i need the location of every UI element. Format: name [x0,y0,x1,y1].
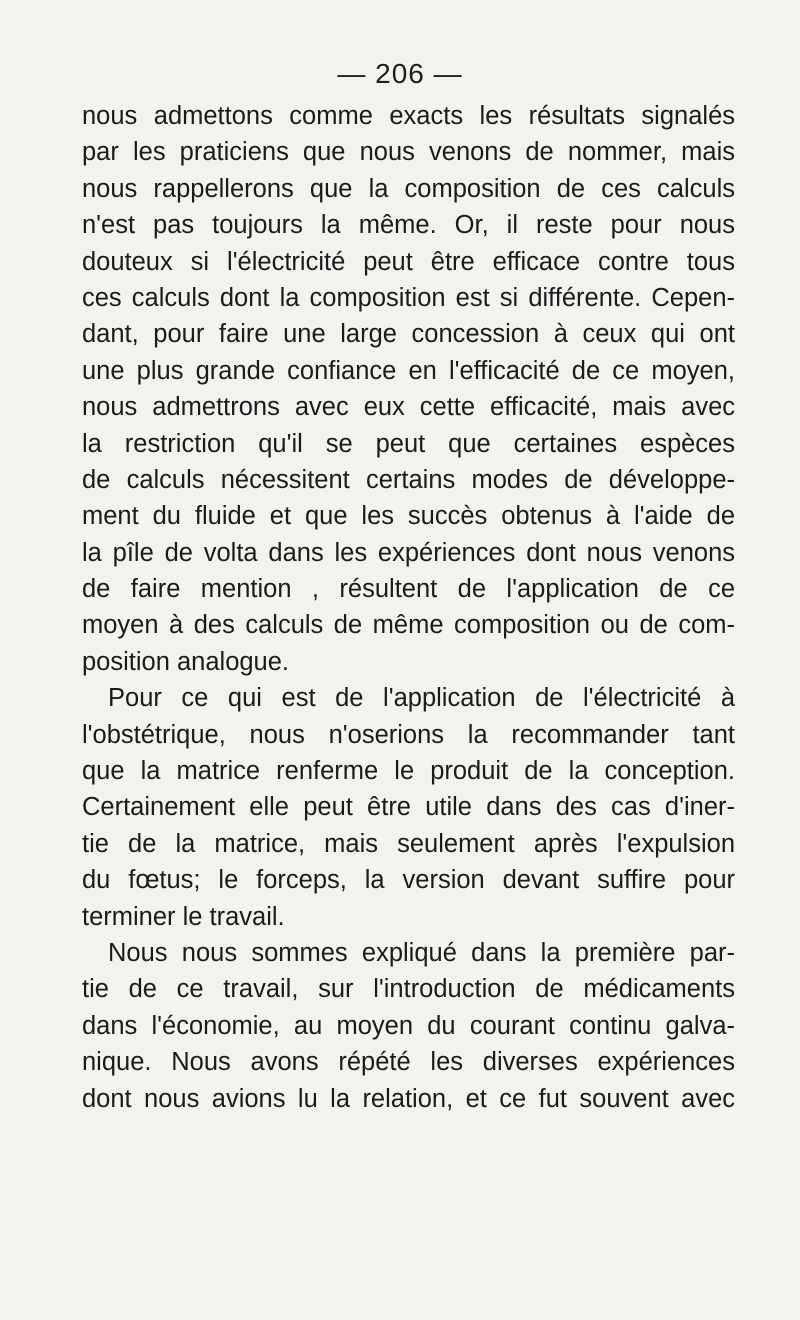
text-line: une plus grande confiance en l'efficacité de ce moyen, [82,356,735,385]
text-line: Certainement elle peut être utile dans des cas d'iner- [82,793,735,822]
text-line: ces calculs dont la composition est si différente. Cepen- [82,283,735,312]
text-line: tie de la matrice, mais seulement après l'expulsion [82,829,735,858]
text-line: moyen à des calculs de même composition ou de com- [82,611,735,640]
text-line: terminer le travail. [82,902,285,931]
text-line: nous rappellerons que la composition de ces calculs [82,174,735,203]
text-line: Pour ce qui est de l'application de l'électricité à [108,684,735,713]
text-line: nous admettrons avec eux cette efficacité, mais avec [82,393,735,422]
text-line: nous admettons comme exacts les résultats signalés [82,102,735,130]
text-line: n'est pas toujours la même. Or, il reste pour nous [82,211,735,240]
page-number: — 206 — [337,58,463,89]
text-line: du fœtus; le forceps, la version devant suffire pour [82,866,735,895]
text-line: ment du fluide et que les succès obtenus à l'aide de [82,502,735,531]
text-line: tie de ce travail, sur l'introduction de médicaments [82,975,735,1004]
text-line: la restriction qu'il se peut que certaines espèces [82,429,735,458]
text-line: Nous nous sommes expliqué dans la première par- [108,938,735,967]
body-text [82,98,735,1117]
text-line: dant, pour faire une large concession à ceux qui ont [82,320,735,349]
text-line: l'obstétrique, nous n'oserions la recommander tant [82,720,735,749]
text-line: la pîle de volta dans les expériences dont nous venons [82,538,735,567]
text-line: de calculs nécessitent certains modes de développe- [82,465,735,494]
text-line: que la matrice renferme le produit de la conception. [82,757,735,786]
text-line: de faire mention , résultent de l'application de ce [82,575,735,604]
text-line: position analogue. [82,647,290,676]
text-line: dans l'économie, au moyen du courant continu galva- [82,1011,735,1040]
text-line: douteux si l'électricité peut être efficace contre tous [82,247,735,276]
text-line: par les praticiens que nous venons de nommer, mais [82,138,735,167]
text-line: dont nous avions lu la relation, et ce fut souvent avec [82,1084,735,1113]
text-line: nique. Nous avons répété les diverses expériences [82,1048,735,1077]
